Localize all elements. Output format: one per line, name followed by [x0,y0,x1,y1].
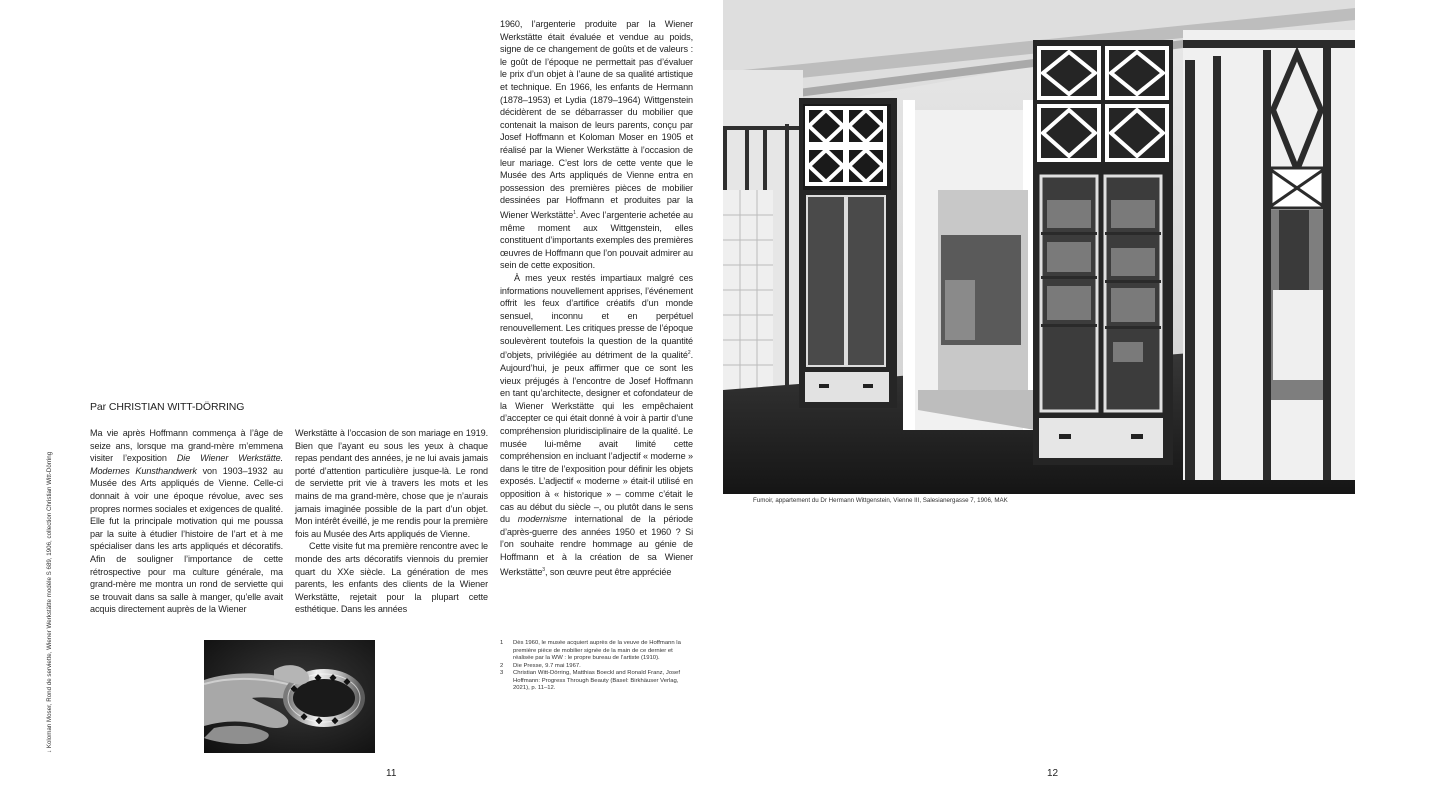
byline: Par CHRISTIAN WITT-DÖRRING [90,401,245,413]
napkin-ring-photo [204,640,375,753]
exhibition-title: Die Wiener Werkstätte. Modernes Kunsthandwerk [90,453,283,476]
text-column-3 [500,18,693,578]
paragraph: À mes yeux restés impartiaux malgré ces informations nouvellement apprises, l’événement offrit les feux d’artifice créatifs d’un monde sensuel, inconnu et en perpétuel renouvellement. Les critiques presse de l’époque soulevèrent toutefois la question de la quantité d’objets, privilégiée au détriment de la qualité$^2$. Aujourd’hui, je peux affirmer que ce sont les vieux préjugés à l’encontre de Josef Hoffmann en tant qu’architecte, designer et cofondateur de la Wiener Werkstätte qui les empêchaient d’accepter ce qui était donné à voir à partir d’une compréhension pluridisciplinaire de la qualité. Le musée lui-même avait limité cette compréhension en incluant l’adjectif « moderne » dans le titre de l’exposition pour définir les objets exposés. L’adjectif « moderne » était-il utilisé en opposition à « historique » – comme c’était le cas au début du siècle –, ou plutôt dans le sens du modernisme international de la période d’après-guerre des années 1950 et 1960 ? Si l’on souhaite rendre hommage au génie de Hoffmann et à la création de sa Wiener Werkstätte$^3$, son œuvre peut être appréciée [500,272,693,577]
page-number-right: 12 [1047,768,1059,779]
footnotes [500,640,693,693]
paragraph: Ma vie après Hoffmann commença à l’âge de seize ans, lorsque ma grand-mère m’emmena visiter l’exposition Die Wiener Werkstätte. Modernes Kunsthandwerk von 1903–1932 au Musée des Arts appliqués de Vienne. Celle-ci donnait à voir une époque révolue, avec ses propres normes sociales et exigences de qualité. Elle fut la principale motivation qui me poussa par la suite à étudier l’histoire de l’art et à me spécialiser dans les arts appliqués et décoratifs. Afin de souligner l’importance de cette rétrospective pour ma culture générale, ma grand-mère me montra un rond de serviette qui se trouvait dans sa salle à manger, qu’elle avait acquis directement auprès de la Wiener [90,428,283,615]
page-number-left: 11 [386,768,397,779]
footnote: 3 Christian Witt-Dörring, Matthias Boeckl and Ronald Franz, Josef Hoffmann: Progress Through Beauty (Basel: Birkhäuser Verlag, 2021), p. 11–12. [500,670,680,691]
fumoir-room-photo [723,0,1355,494]
footnote: 1 Dès 1960, le musée acquiert auprès de la veuve de Hoffmann la première pièce de mobilier signée de la main de ce dernier et réalisée par la WW : le propre bureau de l’artiste (1910). [500,640,681,661]
footnote: 2 Die Presse, 9.7 mai 1967. [500,662,581,669]
photo-caption: Fumoir, appartement du Dr Hermann Wittgenstein, Vienne III, Salesianergasse 7, 1906, MAK [753,497,1008,504]
paragraph: 1960, l’argenterie produite par la Wiener Werkstätte était évaluée et vendue au poids, signe de ce changement de goûts et de valeurs : le goût de l’époque ne permettait pas d’évaluer le prix d’un objet à l’aune de sa qualité artistique et technique. En 1966, les enfants de Hermann (1878–1953) et Lydia (1879–1964) Wittgenstein décidèrent de se débarrasser du mobilier que contenait la maison de leurs parents, conçu par Josef Hoffmann et Koloman Moser en 1905 et réalisé par la Wiener Werkstätte à l’occasion de leur mariage. C’est lors de cette vente que le Musée des Arts appliqués de Vienne entra en possession des premières pièces de mobilier dessinées par Hoffmann et produites par la Wiener Werkstätte$^1$. Avec l’argenterie achetée au même moment aux Wittgenstein, elles constituent d’importants exemples des premières œuvres de Hoffmann que l’on pouvait admirer au sein de cette exposition. [500,19,693,271]
footnote-ref: 1 [573,209,576,216]
paragraph: Cette visite fut ma première rencontre avec le monde des arts décoratifs viennois du premier quart du XXe siècle. La génération de mes parents, les enfants des clients de la Wiener Werkstätte, rejetait pour la plupart cette esthétique. Dans les années [295,541,488,615]
text-column-1 [90,427,283,616]
footnote-ref: 3 [542,566,545,573]
paragraph: Werkstätte à l’occasion de son mariage en 1919. Bien que l’ayant eu sous les yeux à chaque repas pendant des années, je ne lui avais jamais porté d’attention particulière jusque-là. Le rond de serviette prit vie à travers les mots et les mains de ma grand-mère, chose que je n’aurais jamais imaginée possible de la part d’un objet. Mon intérêt éveillé, je me rendis pour la première fois au Musée des Arts appliqués de Vienne. [295,428,488,539]
side-caption: ↓ Koloman Moser, Rond de serviette, Wiener Werkstätte modèle S 689, 1906, collection Christian Witt-Dörring [46,451,53,753]
footnote-ref: 2 [687,350,691,357]
text-column-2 [295,427,488,616]
